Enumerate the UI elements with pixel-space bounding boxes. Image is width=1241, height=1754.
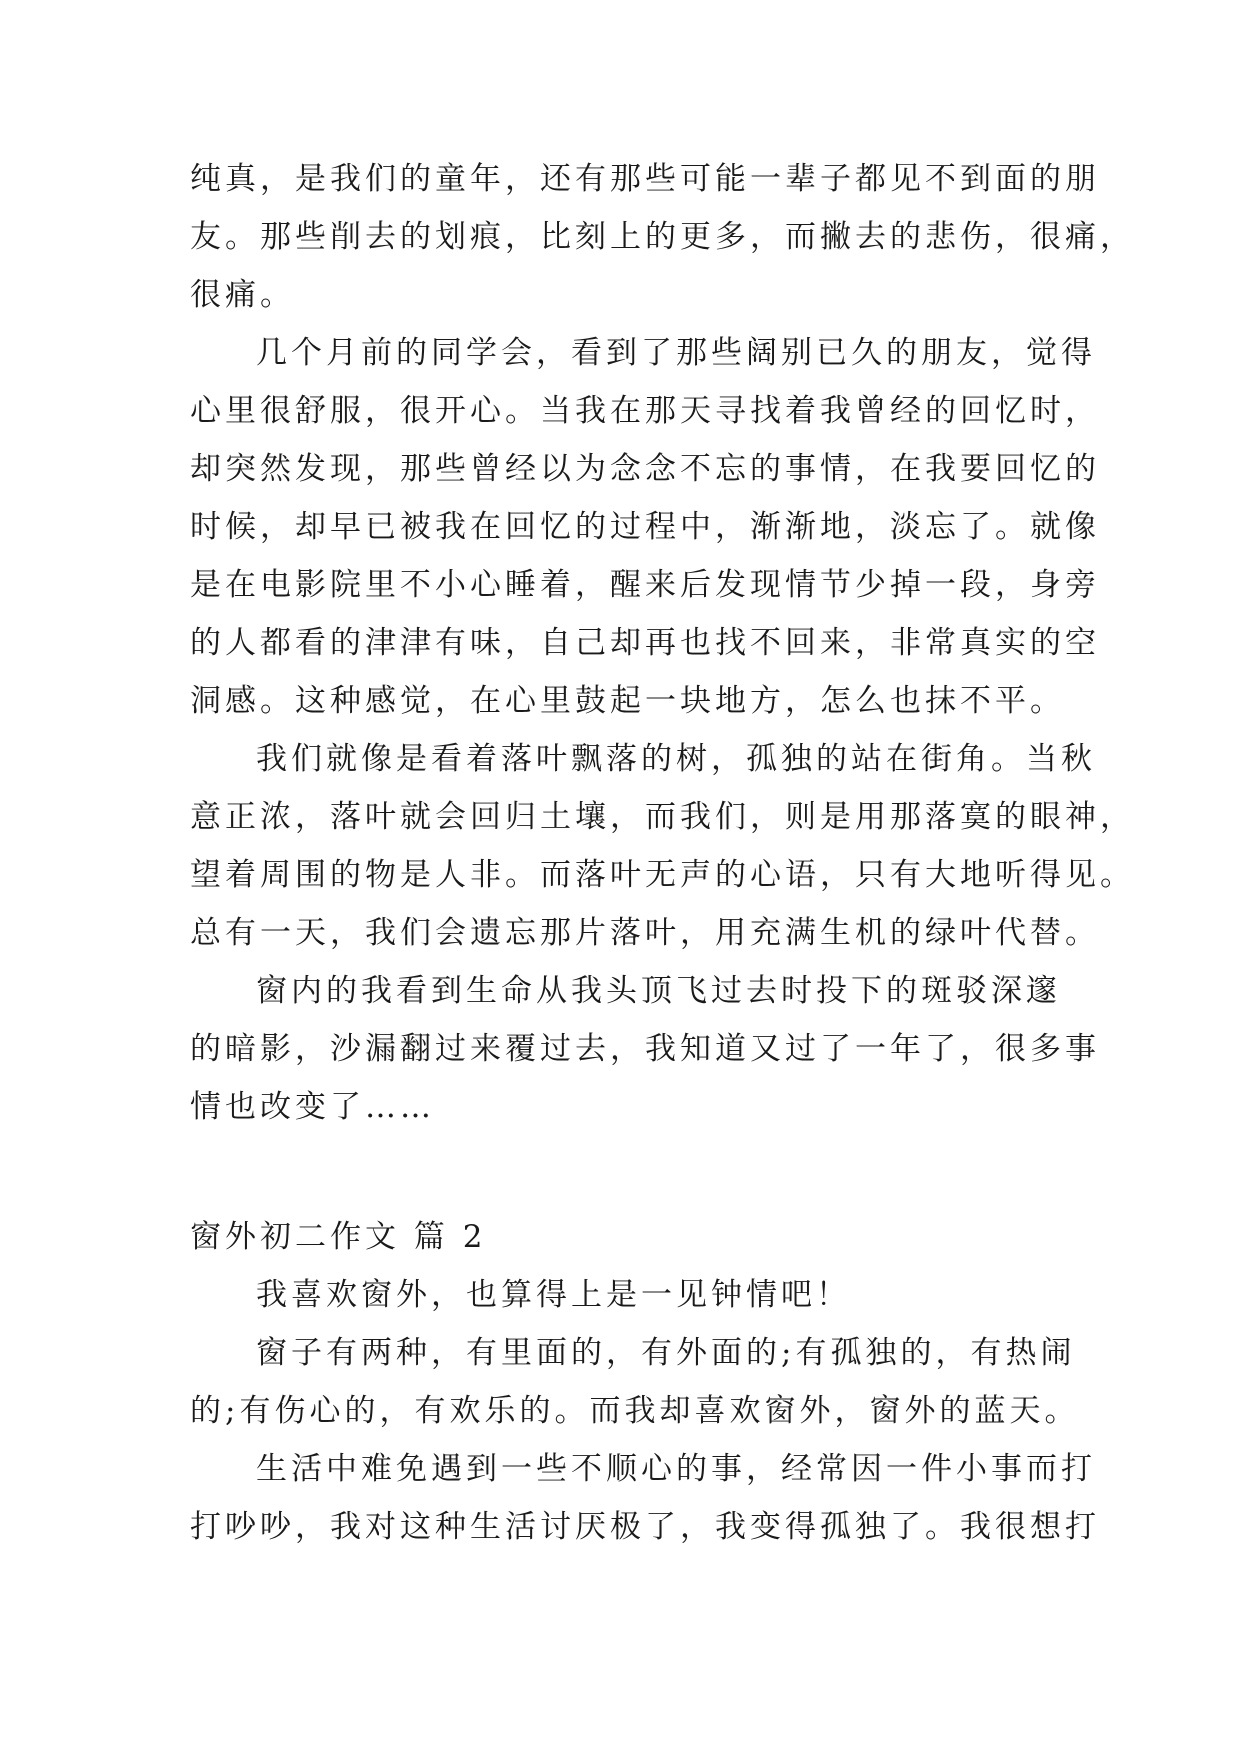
paragraph-line: 窗子有两种，有里面的，有外面的;有孤独的，有热闹 (256, 1335, 1076, 1371)
paragraph-line: 纯真，是我们的童年，还有那些可能一辈子都见不到面的朋 (190, 161, 1100, 197)
paragraph-line: 情也改变了…… (190, 1089, 435, 1125)
essay-section-2 (190, 1266, 1100, 1556)
paragraph-line: 总有一天，我们会遗忘那片落叶，用充满生机的绿叶代替。 (190, 915, 1100, 951)
paragraph-line: 我们就像是看着落叶飘落的树，孤独的站在街角。当秋 (256, 741, 1096, 777)
paragraph-line: 友。那些削去的划痕，比刻上的更多，而撇去的悲伤，很痛， (190, 219, 1135, 255)
paragraph-line: 的暗影，沙漏翻过来覆过去，我知道又过了一年了，很多事 (190, 1031, 1100, 1067)
paragraph-line: 望着周围的物是人非。而落叶无声的心语，只有大地听得见。 (190, 857, 1135, 893)
paragraph-line: 生活中难免遇到一些不顺心的事，经常因一件小事而打 (256, 1451, 1096, 1487)
paragraph-line: 是在电影院里不小心睡着，醒来后发现情节少掉一段，身旁 (190, 567, 1100, 603)
section-heading: 窗外初二作文 篇 2 (190, 1219, 487, 1255)
essay-section-1 (190, 150, 1135, 1136)
paragraph-line: 时候，却早已被我在回忆的过程中，渐渐地，淡忘了。就像 (190, 509, 1100, 545)
paragraph-line: 窗内的我看到生命从我头顶飞过去时投下的斑驳深邃 (256, 973, 1061, 1009)
paragraph-line: 的人都看的津津有味，自己却再也找不回来，非常真实的空 (190, 625, 1100, 661)
paragraph-line: 几个月前的同学会，看到了那些阔别已久的朋友，觉得 (256, 335, 1096, 371)
paragraph-line: 意正浓，落叶就会回归土壤，而我们，则是用那落寞的眼神， (190, 799, 1135, 835)
paragraph-line: 的;有伤心的，有欢乐的。而我却喜欢窗外，窗外的蓝天。 (190, 1393, 1080, 1429)
paragraph-line: 打吵吵，我对这种生活讨厌极了，我变得孤独了。我很想打 (190, 1509, 1100, 1545)
paragraph-line: 心里很舒服，很开心。当我在那天寻找着我曾经的回忆时， (190, 393, 1100, 429)
paragraph-line: 却突然发现，那些曾经以为念念不忘的事情，在我要回忆的 (190, 451, 1100, 487)
paragraph-line: 洞感。这种感觉，在心里鼓起一块地方，怎么也抹不平。 (190, 683, 1065, 719)
paragraph-line: 很痛。 (190, 277, 295, 313)
paragraph-line: 我喜欢窗外，也算得上是一见钟情吧！ (256, 1277, 851, 1313)
